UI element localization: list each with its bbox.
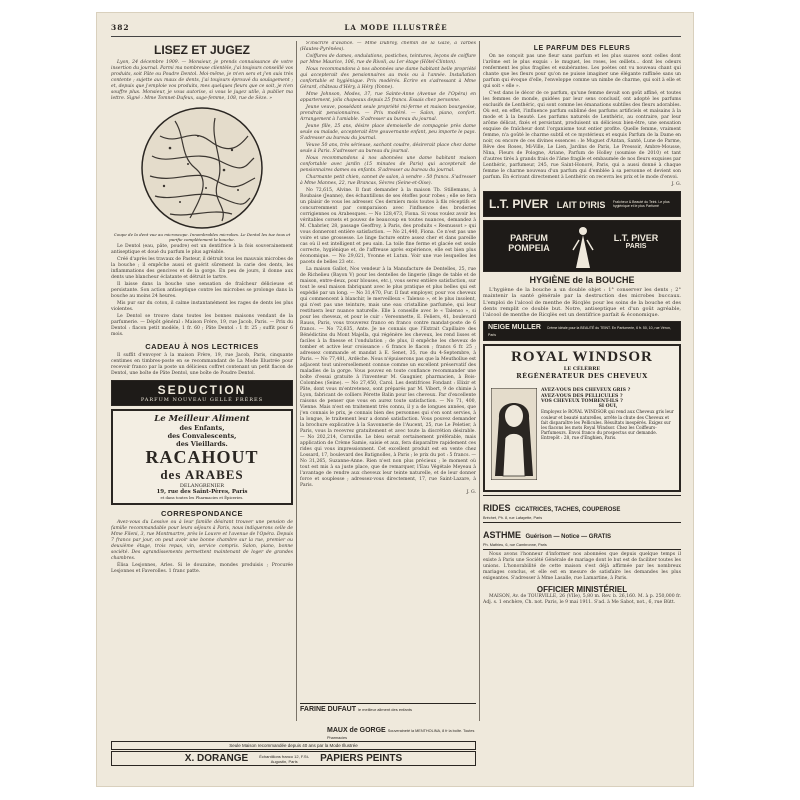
- farine-ad: FARINE DUFAUT le meilleur aliment des enfants: [300, 703, 476, 713]
- neige-muller-ad: NEIGE MULLER Crème idéale pour la BEAUTÉ du TEINT. En Parfumerie, 6 fr. 50, 10, rue Véron, Paris: [483, 321, 681, 341]
- column-divider: [296, 41, 297, 721]
- section-title: CADEAU À NOS LECTRICES: [145, 342, 259, 351]
- maux-de-gorge-ad: MAUX de GORGE Souveraineté la MENTHOLINA, 8 fr la boîte. Toutes Pharmacies: [327, 727, 475, 740]
- seduction-ad: SEDUCTION PARFUM NOUVEAU GELLÉ FRÈRES: [111, 380, 293, 406]
- hygiene-title: HYGIÈNE de la BOUCHE: [529, 275, 635, 285]
- magazine-title: LA MODE ILLUSTRÉE: [344, 23, 448, 32]
- dorange-ad: X. DORANGE Échantillons franco 12, F.St-Augustin, Paris PAPIERS PEINTS: [111, 751, 476, 766]
- testimonial-text: Lyon, 24 décembre 1909. — Monsieur, je prends connaissance de votre insertion du journal. Parmi ma nombreuse clientèle, j'ai toujours conseillé vos produits, soit Pâte ou Poudre Dentol. Moi-même, je m'en sers et j'en suis très contente ; sujette aux maux de dents, j'ai toujours éprouvé du soulagement ; et, depuis que j'emploie vos produits, mes quelques fleurs que ce soit, je n'en souffre plus. Monsieur, je vous autorise, si vous le jugez utile, à publier ma lettre. Signé : Mme Tomnet-Dufeux, sage-femme, 108, rue de Sèze. »: [111, 60, 293, 101]
- microscope-illustration: [140, 106, 264, 230]
- page-number: 382: [111, 23, 130, 32]
- royal-windsor-copy: AVEZ-VOUS DES CHEVEUX GRIS ? AVEZ-VOUS DES PELLICULES ? VOS CHEVEUX TOMBENT-ILS ? SI OUI, Employez le ROYAL WINDSOR qui rend aux Cheveux gris leur couleur et beauté naturelles, arrête la chute des Cheveux et fait disparaître les Pellicules. Résultats inespérés. Exigez sur les flacons les mots Royal Windsor. Chez les Coiffeurs-Parfumeurs. Envoi franco du prospectus sur demande. Entrepôt : 28, rue d'Enghien, Paris.: [541, 388, 674, 441]
- page-header: [111, 19, 681, 37]
- asthme-ad: ASTHME Guérison — Notice — GRATIS Ph. Mathieu, 6, rue Cambronne, Paris: [483, 522, 681, 549]
- perfume-article-text: On ne conçoit pas une fleur sans parfum et les plus suaves sont celles dont l'arôme est le plus exquis : le muguet, les roses, les œillets... dont les odeurs renferment les plus fragiles et exubérantes. Les poètes ont vu nouveau chant qui chante que les fleurs pour qu'on ne puisse imaginer une élégante raffinée sans un parfum qui évoque d'elle, l'enveloppe comme un nimbe de charme, qui soit à elle et qui soit « elle ». C'est dans le décor de ce parfum, qu'une femme devait son goût affiné, et toutes les femmes de monde, guidées par leur sens conclusif, ont adopté les parfums exclusifs de Lenthéric, qui sont comme les émanations subtiles des fleurs adorables. Où est, en effet, l'influence parfum sublimé des parfums artificiels et malsains à la mode et à la beauté. Les parfums naturels de Lenthéric, au contraire, par leur arôme délicat, fixés et persistant, produisent un délicieux bien-être, une sensation exquise de fraîcheur dont l'organisme tout entier profite. Quelle femme, vraiment femme, n'a goûté le charme subtil et ce mystérieux et exquis Parfum de la Dame en noir, ou encore de ces divines essences : le Muguet d'Antan, Santé, Lune de Parme, Rêve des Roses, Mi-Ville, Le Lien, Jardins de Paris, Le Pressoir, Ambre-Mousse, Nina, Fleurs de Pologne, Ariane, Parfum de Holley (soumise de 2010) et tant d'autres tirés à grands frais de l'âme fragile et embaumée de nos fleurs exquises par Lenthéric, parfumeur, 245, rue Saint-Honoré, Paris, qui a aussi donné à chaque femme le charme nouveau d'un parfum qui d'emblée à sa personne et devient son parfum. En écrivant directement à Lenthéric on recevra les prix et le mode d'envoi. J. G.: [483, 54, 681, 187]
- article-title: LISEZ ET JUGEZ: [153, 43, 250, 57]
- correspondance-text: Avez-vous du Lessive ou à leur famille désirant trouver une pension de famille recommandable pour leurs séjours à Paris, nous indiquerons celle de Mme Fileni, 3, rue Montmartre, près le Louvre et l'avenue de l'Opéra. Depuis 7 francs par jour, on peut avoir une bonne chambre sur la rue, premier ou deuxième étage, trois repas, vin, service compris. Salon, piano, bonne société. Des agrandissements permettent maintenant de loger de grandes chambres. Élisa Lesjonnes, Arles. Si le douzaine, mondes produisis ; Procurée Lesjonnes et Faverolles. 1 franc patte.: [111, 520, 293, 574]
- perfume-article-title: LE PARFUM DES FLEURS: [533, 45, 631, 52]
- racahout-ad: Le Meilleur Aliment des Enfants, des Convalescents, des Vieillards. RACAHOUT des ARABES DELANGRENIER 19, rue des Saint-Pères, Paris et dans toutes les Pharmacies et Épiceries.: [111, 409, 293, 505]
- maison-recommandee-line: Seule Maison recommandée depuis 40 ans par la Mode Illustrée: [111, 741, 476, 750]
- lady-figure-illustration: [570, 224, 596, 270]
- classifieds: S'inscrire d'avance. — Mme Dubroy, chemin de la Gaze, à Tarbes (Hautes-Pyrénées). Coiffures de dames, ondulations, postiches, teintures, leçons de coiffure par Mme Maurice, 106, rue de Rivoli, au 1er étage (Hôtel-Clinton). Nous recommandons à nos abonnées une dame habitant belle propriété qui accepterait des pensionnaires au mois ou à l'année. Installation confortable et hygiénique. Prix modérés. Écrire en s'adressant à Mme Gérard, château d'Héry, à Héry (Yonne). Mme Johnson, Modes, 37, rue Sainte-Anne (Avenue de l'Opéra) en appartement, jolis chapeaux depuis 25 francs. Essais chez personne. Jeune veuve, possédant seule propriété mi-ferme et maison bourgeoise, prendrait pensionnaires. — Prix modéré. — Salon, piano, confort. Arrangement à l'amiable. S'adresser au bureau du journal. Jeune fille, 25 ans, désire place demoiselle de compagnie près dame seule ou malade, accepterait être gouvernante enfant, peu importe le pays. S'adresser au bureau du journal. Veuve 50 ans, très sérieuse, sachant coudre, désirerait place chez dame seule à Paris. S'adresser au bureau du journal. Nous recommandons à nos abonnées une dame habitant maison confortable avec jardin (15 minutes de Paris) qui accepterait de pensionnaires dames ou enfants. S'adresser au bureau du journal. Charmante petit chien, cannet de salon, à vendre : 50 francs. S'adresser à Mme Mannes, 22, rue Brancas, Sèvres (Seine-et-Oise). No 72,615, Alvine. Il faut demander à la maison Tb. Stillemans, à Roubaise (Jeanne), des échantillons de ses étoffes pour robes ; elle se fera un plaisir de vous les adresser. Ces derniers mois toutes à fils réceptifs et concurremment par comparaison avec l'influence des broderies corrigiennes ou Arabesques. — No 128,473, Fiona. Si vous voulez avoir les véritables corsets et pouvez de beaucoup en toutes nuances, demandez à M. Chabrier, 28, passage Geoffroy, à Paris, des produits « Resnussot » qui vous donneront entière satisfaction. — No 21,440, Fiona. Ce n'est pas une voire et une grossesse. Le linge facture entre assez cher et dans pareille cas où il est intelligent et peu sain. La toile fine ferme et glacée est seule correcte, hygiénique et, de l'affreuse après expérience, elle est bien plus économique. — No 29,021, Yvonne et Lutun. Voir une vue lesquelles les pacets de belles 23 etc. La maison Gallot, Nos vendeur à la Manufacture de Dentelles, 25, rue de Richelieu (Bayon V) pour les dentelles de lingerie (linge de table et de maison, entre-deux, pour blouses, etc.), vous serez entière satisfaction, sur tout le seul maison fabriquant avec le plus pratique et plus belles qui est expédié par un long. — No 31,470, Fur. Il faut employer, pour vos cheveux qui commencent à blanchir, le merveilleux « Talenso », et le plus insolent, qui n'est pas une teinture, mais une eau cristalline parfumée, qui leur restituera leur nuance naturelle. Elle à conseille avec le « Talenso », si pour les cheveux, et pour le cuir : Vereonnette, E. Feliers, 41, boulevard Rauss, Paris, vous trouverez franco en franco contre mandat-poste de 6 francs. — No 72,635, Ante. Je ne connais que l'Extrait Capillaire des Bénédictins du Mont Majella, qui régénère les cheveux, les rend lisses et faciles à la finesse et l'ondulation ; de plus, il empêche les cheveux de tomber et active leur croissance : 6 francs le flacon ; francs 6 fr. 25 ; adressez commande et mandat à E. Senet, 35, rue du 4-Septembre, à Paris. — No 77,481, Ardèche. Nous n'épuiserons pas que la Meuthollue est adjacent tout universellement connue comme un excellent préservatif des maladies de la gorge. Vous pouvez en toute confiance recommander une boîte d'essai gratuite à l'inventeur M. Gaugnier, pharmacien, à Bois-Colombes (Seine). — No 27,450, Carol. Les dentifrices Fondant : Elixir et Pâte, dont vous m'entretenez, sont préparés par M. Vibert, 9 de chimie à Lyon, fabricant de colliers Pérette Balin pour les cheveux. Par d'excellente raisons de penser que vous en aurez toute satisfaction. — No 71, 400, Vienne. Mais n'est en traitement très connu, il y a de longues années, que j'en connais le prix, je connais bien des personnes qui s'en sont servies, à la longue, le traitement leur a donné satisfaction. Vous pouvez demander la brochure explicative à la Savonnerie de l'Aucent, 25, rue Le Peletier, à Paris, vous la recevrez gratuitement et avec toute la discrétion désirable. — No 202,214, Cornville. Le bleu serait certainement préférable, mais application de Crème Samie, saisie et aux, fera disparaître rapidement ces rides qui vous impressionnent. Cet excellent produit est en vente chez Lossard, 17, boulevard des Batignolles, à Paris ; le prix du pot : 5 francs. — No 31,265, Suzanne-Anne. Rien n'est non plus précieux ; le moment où tout est mis à sa juste place, que de remarquer, l'Eau Végétale Meyeau à l'avantage de rendre aux cheveux leur teinte naturelle, et de leur donner force et souplesse ; adressez-vous directement, 17, rue Saint-Lazare, à Paris. J. G.: [300, 41, 476, 495]
- column-right: [483, 41, 681, 776]
- section-text: Il suffit d'envoyer à la maison Frère, 19, rue Jacob, Paris, cinquante centimes en timbres-poste en se recommandant de La Mode Illustrée pour recevoir franco par la poste un délicieux coffret contenant un petit flacon de Dentol, une boîte de Pâte Dentol, une boîte de Poudre Dentol.: [111, 353, 293, 376]
- officier-text: MAISON, Av. de TOURVILLE, 26 (VIIe), 5,80 m. Rev. b. 26,160. M. à p. 250,000 fr. Adj. s. 1 enchère, Ch. not. Paris, le 9 mai 1911. S'ad. à Me Sabot, not., 6, rue Bütt.: [483, 594, 681, 606]
- magazine-page: [96, 12, 694, 787]
- piver-lait-iris-ad: L.T. PIVER LAIT D'IRIS Fraîcheur & Beauté du Teint. Le plus hygiénique et le plus Parfumé: [483, 191, 681, 217]
- article-body: Le Dentol (eau, pâte, poudre) est un dentifrice à la fois souverainement antiseptique et doué du parfum le plus agréable. Créé d'après les travaux de Pasteur, il détruit tous les mauvais microbes de la bouche ; il empêche aussi et guérit sûrement la carie des dents, les inflammations des gencives et de la gorge. En peu de jours, il donne aux dents une blancheur éclatante et détruit le tartre. Il laisse dans la bouche une sensation de fraîcheur délicieuse et persistante. Son action antiseptique contre les microbes se prolonge dans la bouche au moins 24 heures. Mis pur sur du coton, il calme instantanément les rages de dents les plus violentes. Le Dentol se trouve dans toutes les bonnes maisons vendant de la parfumerie. — Dépôt général : Maison Frère, 19, rue Jacob, Paris. — Prix du Dentol : flacon petit modèle, 1 fr. 60 ; Pâte Dentol : 1 fr. 25 ; suffit pour 6 mois.: [111, 244, 293, 337]
- correspondance-title: CORRESPONDANCE: [160, 509, 243, 518]
- figure-caption: Coupe de la dent vue au microscope. Innombrables microbes. Le Dentol les tue tous et purifie complètement la bouche.: [113, 232, 291, 242]
- column-divider: [479, 41, 480, 721]
- bottom-ads: [111, 741, 476, 767]
- column-middle: [300, 41, 476, 756]
- hygiene-text: L'hygiène de la bouche a un double objet : 1° conserver les dents ; 2° maintenir la santé générale par la destruction des microbes buccaux. L'emploi de l'alcool de menthe de Ricqlès pour les soins de la bouche et des dents remplit ce double but. Notre, antiseptique et d'un goût agréable, l'alcool de menthe de Ricqlès est un dentifrice parfait & économique.: [483, 287, 681, 319]
- rides-ad: RIDES CICATRICES, TACHES, COUPEROSE Bréchet, Ph. 8, rue Lafayette, Paris: [483, 495, 681, 522]
- column-left: [111, 41, 293, 756]
- officier-title: OFFICIER MINISTÉRIEL: [536, 585, 628, 595]
- piver-pompeia-ad: PARFUM POMPEIA L.T. PIVER PARIS: [483, 220, 681, 272]
- royal-windsor-ad: ROYAL WINDSOR LE CÉLÈBRE RÉGÉNÉRATEUR DES CHEVEUX AVEZ-VOUS DES CHEVEUX GRIS ? AVEZ-VOUS DES PELLICULES ? VOS CHEVEUX TOMBENT-ILS ? SI OUI, Employez le ROYAL WINDSOR qui rend aux Cheveux gris leur couleur et beauté naturelles, arrête la chute des Cheveux et fait disparaître les Pellicules. Résultats inespérés. Exigez sur les flacons les mots Royal Windsor. Chez les Coiffeurs-Parfumeurs. Envoi franco du prospectus sur demande. Entrepôt : 28, rue d'Enghien, Paris.: [483, 344, 681, 492]
- woman-portrait-illustration: [491, 388, 537, 480]
- society-notice: Nous avons l'honneur d'informer nos abonnées que depuis quelque temps il existe à Paris une Société Générale de mariage dont le but est de faciliter toutes les unions. L'honorabilité de cette maison s'est déjà affirmée par les nombreux mariages conclus, et elle est en mesure de satisfaire les demandes les plus exigeantes. S'adresser à Mme Lasalle, rue Lamartine, à Paris.: [483, 549, 681, 582]
